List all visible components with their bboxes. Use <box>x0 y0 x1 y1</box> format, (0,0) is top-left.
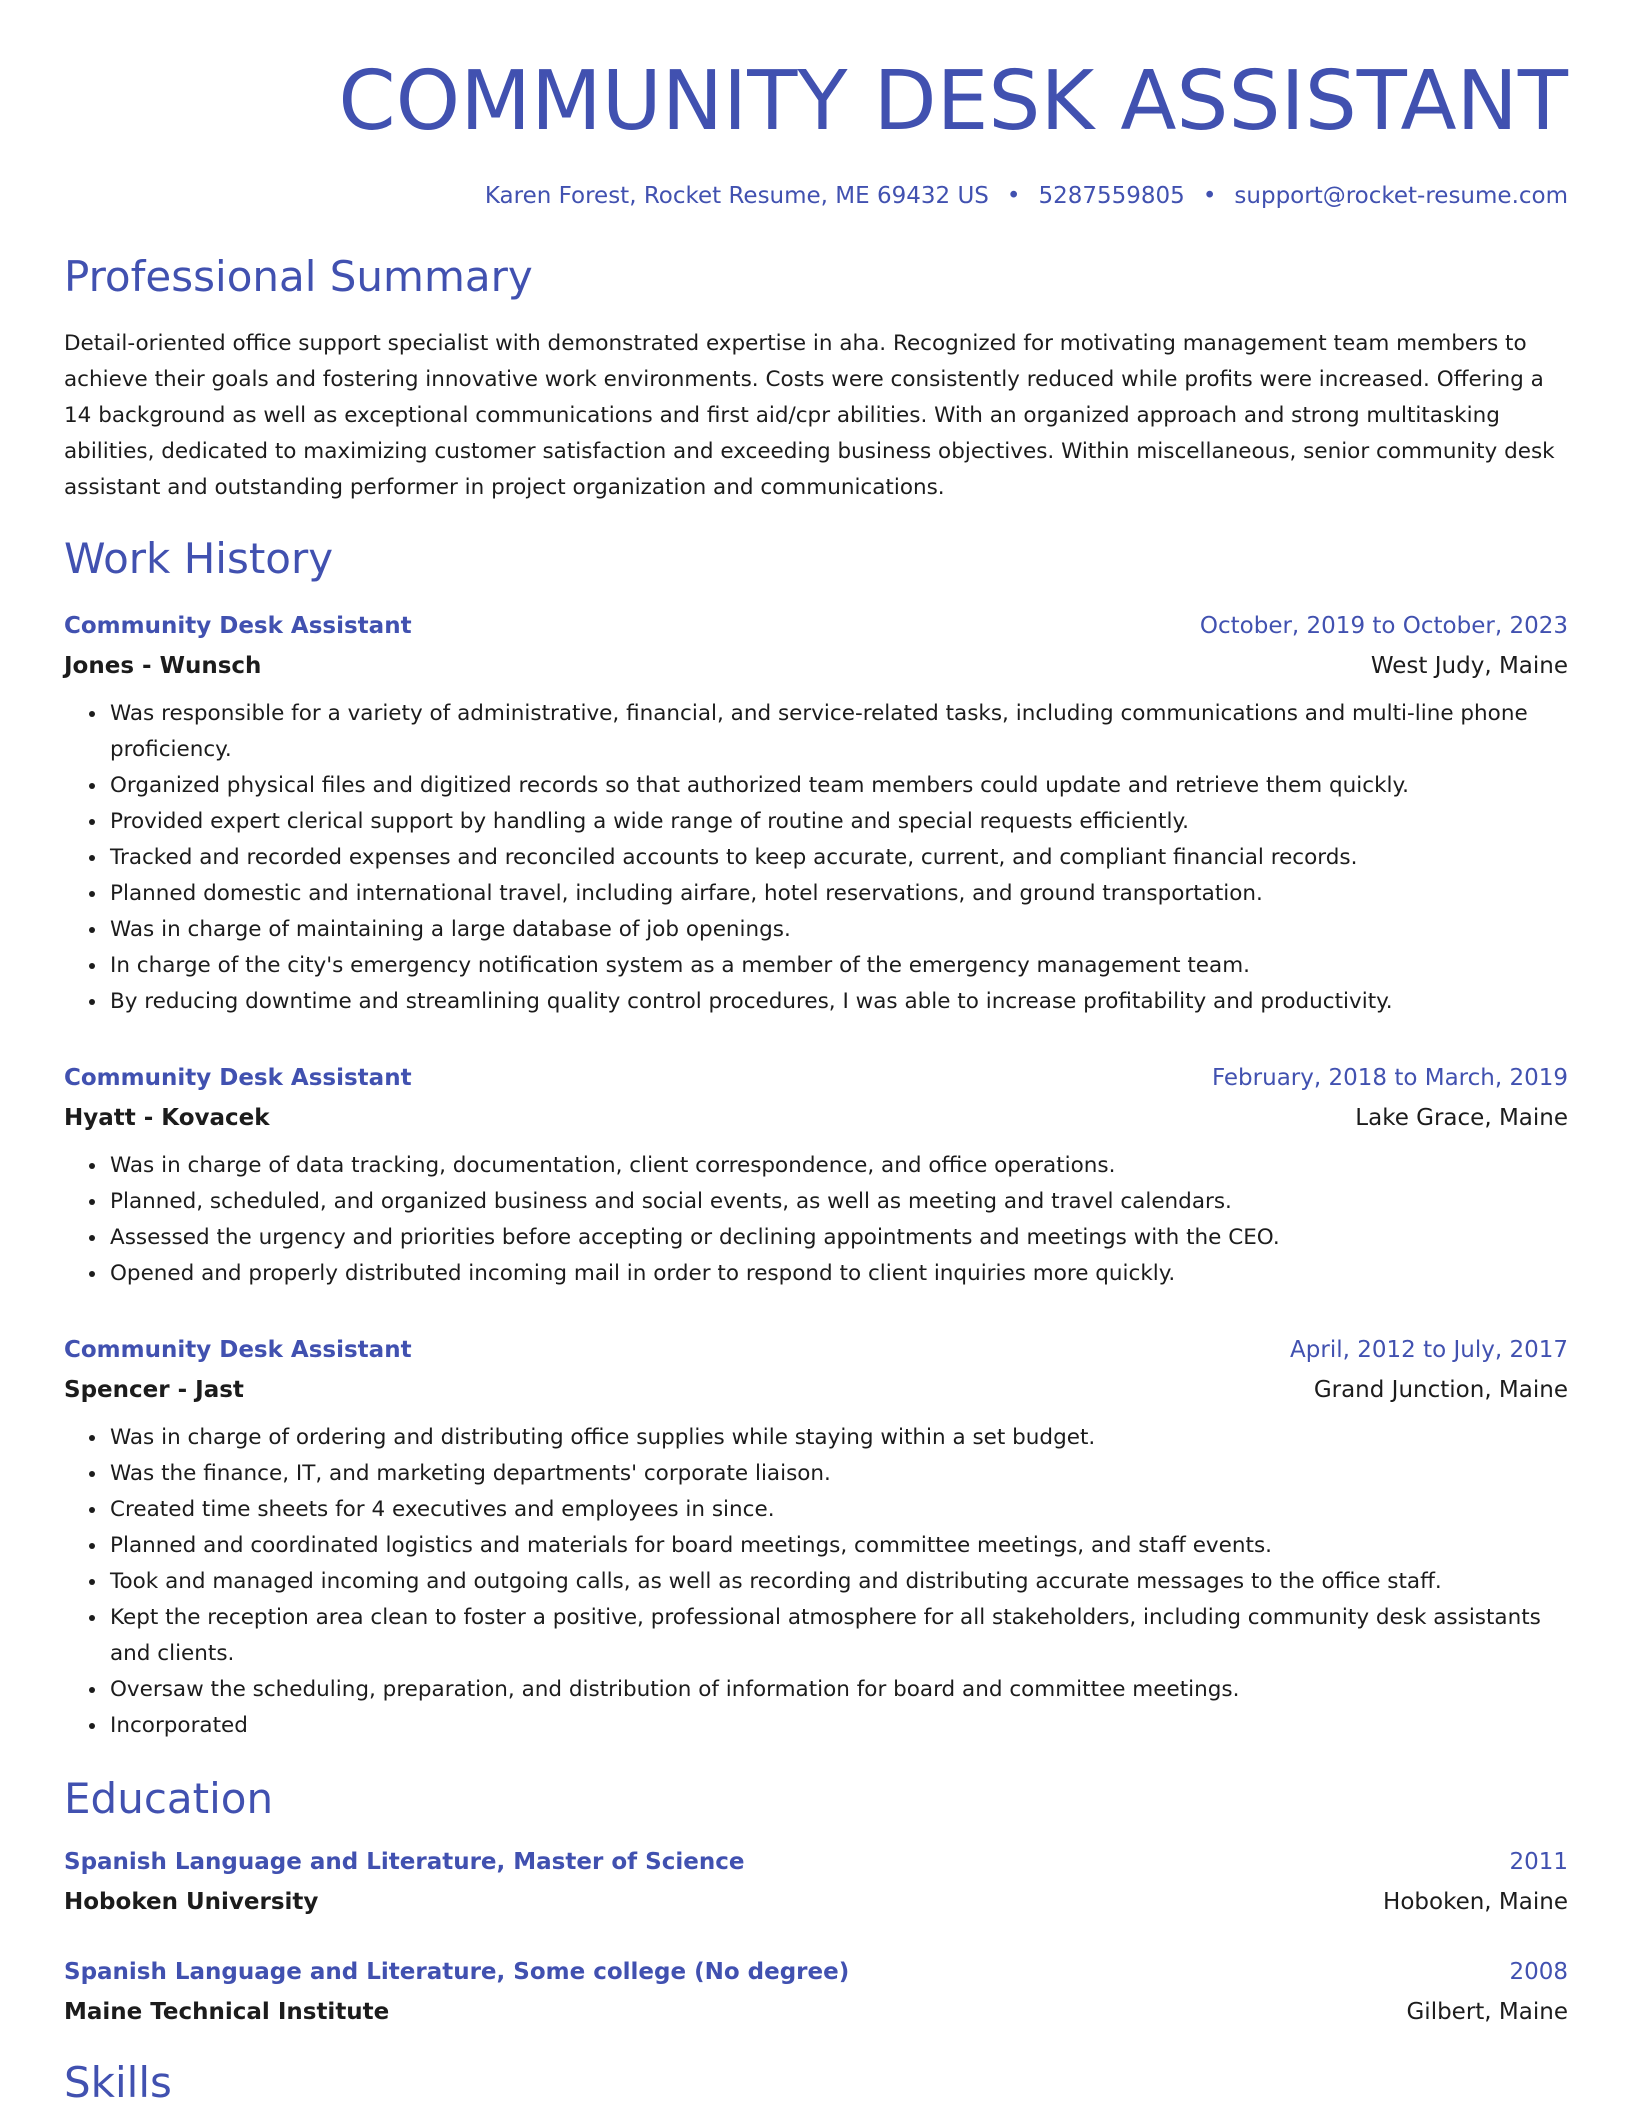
job-bullet: • Oversaw the scheduling, preparation, and distribution of information for board and committee meetings. <box>108 1672 1568 1708</box>
job-entry <box>64 1058 1568 1292</box>
contact-phone: 5287559805 <box>1038 183 1185 209</box>
job-company: Hyatt - Kovacek <box>64 1105 270 1131</box>
contact-email: support@rocket-resume.com <box>1234 183 1568 209</box>
job-role: Community Desk Assistant <box>64 1065 412 1091</box>
contact-separator: • <box>1006 183 1021 209</box>
job-bullet: • Tracked and recorded expenses and reconciled accounts to keep accurate, current, and compliant financial records. <box>108 840 1568 876</box>
job-bullets <box>64 1148 1568 1292</box>
job-bullet: • Planned domestic and international travel, including airfare, hotel reservations, and ground transportation. <box>108 876 1568 912</box>
job-header-row <box>64 606 1568 646</box>
contact-address: Karen Forest, Rocket Resume, ME 69432 US <box>484 183 989 209</box>
job-bullet: • Planned and coordinated logistics and materials for board meetings, committee meetings, and staff events. <box>108 1528 1568 1564</box>
education-entry <box>64 1842 1568 1922</box>
job-bullets <box>64 1420 1568 1744</box>
job-entry <box>64 606 1568 1020</box>
work-history-heading: Work History <box>64 534 334 583</box>
job-location: Lake Grace, Maine <box>1355 1105 1568 1131</box>
job-bullet: • By reducing downtime and streamlining quality control procedures, I was able to increase profitability and productivity. <box>108 984 1568 1020</box>
education-degree-row <box>64 1952 1568 1992</box>
job-bullet: • Created time sheets for 4 executives and employees in since. <box>108 1492 1568 1528</box>
job-company: Jones - Wunsch <box>64 653 262 679</box>
education-heading: Education <box>64 1774 274 1823</box>
education-location: Gilbert, Maine <box>1406 1999 1568 2025</box>
job-bullet: • Opened and properly distributed incoming mail in order to respond to client inquiries more quickly. <box>108 1256 1568 1292</box>
job-bullet: • Organized physical files and digitized records so that authorized team members could update and retrieve them quickly. <box>108 768 1568 804</box>
resume-title: COMMUNITY DESK ASSISTANT <box>338 54 1568 149</box>
job-role: Community Desk Assistant <box>64 613 412 639</box>
job-company-row <box>64 646 1568 686</box>
job-location: Grand Junction, Maine <box>1313 1377 1568 1403</box>
job-bullet: • Provided expert clerical support by handling a wide range of routine and special requests efficiently. <box>108 804 1568 840</box>
job-dates: April, 2012 to July, 2017 <box>1290 1337 1568 1363</box>
education-year: 2008 <box>1509 1959 1568 1985</box>
job-role: Community Desk Assistant <box>64 1337 412 1363</box>
education-degree: Spanish Language and Literature, Master of Science <box>64 1849 745 1875</box>
job-bullets <box>64 696 1568 1020</box>
education-degree-row <box>64 1842 1568 1882</box>
job-header-row <box>64 1058 1568 1098</box>
education-entry <box>64 1952 1568 2032</box>
skills-heading: Skills <box>64 2058 172 2107</box>
job-location: West Judy, Maine <box>1370 653 1568 679</box>
education-location: Hoboken, Maine <box>1383 1889 1568 1915</box>
education-school-row <box>64 1882 1568 1922</box>
job-dates: October, 2019 to October, 2023 <box>1199 613 1568 639</box>
job-company-row <box>64 1098 1568 1138</box>
job-bullet: • Assessed the urgency and priorities before accepting or declining appointments and meetings with the CEO. <box>108 1220 1568 1256</box>
job-bullet: • Was in charge of ordering and distributing office supplies while staying within a set budget. <box>108 1420 1568 1456</box>
contact-separator: • <box>1202 183 1217 209</box>
job-bullet: • Was in charge of data tracking, documentation, client correspondence, and office operations. <box>108 1148 1568 1184</box>
education-school-row <box>64 1992 1568 2032</box>
education-year: 2011 <box>1509 1849 1568 1875</box>
summary-heading: Professional Summary <box>64 252 533 301</box>
job-bullet: • Was the finance, IT, and marketing departments' corporate liaison. <box>108 1456 1568 1492</box>
job-bullet: • Incorporated <box>108 1708 1568 1744</box>
contact-line <box>64 182 1568 210</box>
job-bullet: • Was in charge of maintaining a large database of job openings. <box>108 912 1568 948</box>
job-bullet: • Kept the reception area clean to foster a positive, professional atmosphere for all stakeholders, including community desk assistants and clients. <box>108 1600 1568 1672</box>
education-school: Maine Technical Institute <box>64 1999 390 2025</box>
education-school: Hoboken University <box>64 1889 319 1915</box>
job-dates: February, 2018 to March, 2019 <box>1211 1065 1568 1091</box>
job-company: Spencer - Jast <box>64 1377 244 1403</box>
education-degree: Spanish Language and Literature, Some college (No degree) <box>64 1959 850 1985</box>
job-entry <box>64 1330 1568 1744</box>
job-bullet: • Was responsible for a variety of administrative, financial, and service-related tasks, including communications and multi-line phone proficiency. <box>108 696 1568 768</box>
job-bullet: • Took and managed incoming and outgoing calls, as well as recording and distributing accurate messages to the office staff. <box>108 1564 1568 1600</box>
job-bullet: • Planned, scheduled, and organized business and social events, as well as meeting and travel calendars. <box>108 1184 1568 1220</box>
job-header-row <box>64 1330 1568 1370</box>
job-company-row <box>64 1370 1568 1410</box>
job-bullet: • In charge of the city's emergency notification system as a member of the emergency management team. <box>108 948 1568 984</box>
summary-text: Detail-oriented office support specialist with demonstrated expertise in aha. Recognized for motivating management team members to achieve their goals and fostering innovative work environments. Costs were consistently reduced while profits were increased. Offering a 14 background as well as exceptional communications and first aid/cpr abilities. With an organized approach and strong multitasking abilities, dedicated to maximizing customer satisfaction and exceeding business objectives. Within miscellaneous, senior community desk assistant and outstanding performer in project organization and communications. <box>64 331 1555 500</box>
